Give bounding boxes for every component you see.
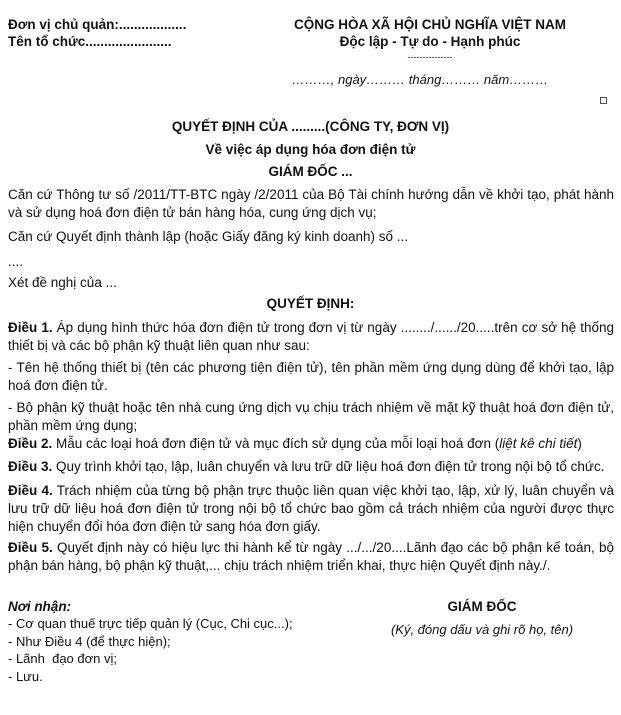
- article-text: ): [577, 436, 582, 451]
- article-4: [8, 482, 614, 536]
- article-1-item-1: [8, 359, 614, 395]
- preamble-4: Xét đề nghị của ...: [8, 275, 117, 290]
- recipient-item: - Cơ quan thuế trực tiếp quản lý (Cục, Chi cục...);: [8, 616, 293, 631]
- article-text: Quyết định này có hiệu lực thi hành kể từ ngày .../.../20....Lãnh đạo các bộ phận kế toán, bộ phận bán hàng, bộ phận kỹ thuật,... chịu trách nhiệm triển khai, thực hiện Quyết định này./.: [8, 540, 615, 573]
- article-label: Điều 1.: [8, 320, 53, 335]
- article-1-item-2: [8, 399, 614, 435]
- article-3: [8, 458, 614, 476]
- article-2: [8, 435, 614, 453]
- article-text: Quy trình khởi tạo, lập, luân chuyển và lưu trữ dữ liệu hoá đơn điện tử trong nội bộ tổ chức.: [52, 459, 605, 474]
- article-text: Trách nhiệm của từng bộ phận trực thuộc liên quan việc khởi tạo, lập, xử lý, luân chuyển và lưu trữ dữ liệu hoá đơn điện tử trong nội bộ tổ chức bao gồm cả trách nhiệm của người được thực hiện chuyển đổi hóa đơn điện tử sang hóa đơn giấy.: [8, 483, 614, 534]
- article-label: Điều 3.: [8, 459, 53, 474]
- recipients-list: [8, 615, 293, 685]
- article-text: - Tên hệ thống thiết bị (tên các phương tiện điện tử), tên phần mềm ứng dụng dùng để khởi tạo, lập hoá đơn điện tử.: [8, 360, 614, 393]
- divider: ---------------: [407, 52, 453, 62]
- checkbox-icon: [600, 97, 607, 104]
- decision-heading: QUYẾT ĐỊNH:: [266, 296, 355, 311]
- recipient-item: - Như Điều 4 (để thực hiện);: [8, 633, 171, 649]
- preamble-3: ....: [8, 254, 24, 269]
- motto: Độc lập - Tự do - Hạnh phúc: [339, 34, 521, 49]
- recipient-item: - Lưu.: [8, 668, 43, 684]
- recipient-item: - Lãnh đạo đơn vị;: [8, 651, 117, 666]
- org-parent: Đơn vị chủ quản:..................: [8, 17, 187, 32]
- article-note: liệt kê chi tiết: [499, 436, 578, 451]
- article-label: Điều 5.: [8, 540, 53, 555]
- article-text: - Bộ phận kỹ thuật hoặc tên nhà cung ứng dịch vụ chịu trách nhiệm về mặt kỹ thuật hoá đơn điện tử, phần mềm ứng dụng;: [8, 400, 614, 433]
- preamble-1: Căn cứ Thông tư số /2011/TT-BTC ngày /2/2011 của Bộ Tài chính hướng dẫn về khởi tạo, phát hành và sử dụng hoá đơn điện tử bán hàng hóa, cung ứng dịch vụ;: [8, 187, 614, 220]
- signature-note: (Ký, đóng dấu và ghi rõ họ, tên): [390, 622, 574, 637]
- recipients-label: Nơi nhận:: [8, 599, 72, 614]
- article-label: Điều 4.: [8, 483, 53, 498]
- date-line: ………, ngày……… tháng……… năm………: [291, 72, 549, 87]
- article-1: [8, 319, 614, 355]
- authority: GIÁM ĐỐC ...: [268, 164, 353, 179]
- article-text: Áp dụng hình thức hóa đơn điện tử trong đơn vị từ ngày ......../....../20.....trên cơ sở hệ thống thiết bị và các bộ phận kỹ thuật liên quan như sau:: [8, 320, 614, 353]
- signature-title: GIÁM ĐỐC: [447, 599, 517, 614]
- article-5: [8, 539, 614, 575]
- org-name: Tên tổ chức.......................: [8, 34, 172, 49]
- decision-title: QUYẾT ĐỊNH CỦA .........(CÔNG TY, ĐƠN VỊ): [171, 119, 450, 134]
- article-label: Điều 2.: [8, 436, 53, 451]
- article-text: Mẫu các loại hoá đơn điện tử và mục đích sử dụng của mỗi loại hoá đơn (: [52, 436, 500, 451]
- decision-subject: Về việc áp dụng hóa đơn điện tử: [205, 142, 416, 157]
- preamble-2: Căn cứ Quyết định thành lập (hoặc Giấy đăng ký kinh doanh) số ...: [8, 229, 409, 244]
- nation-title: CỘNG HÒA XÃ HỘI CHỦ NGHĨA VIỆT NAM: [293, 17, 566, 32]
